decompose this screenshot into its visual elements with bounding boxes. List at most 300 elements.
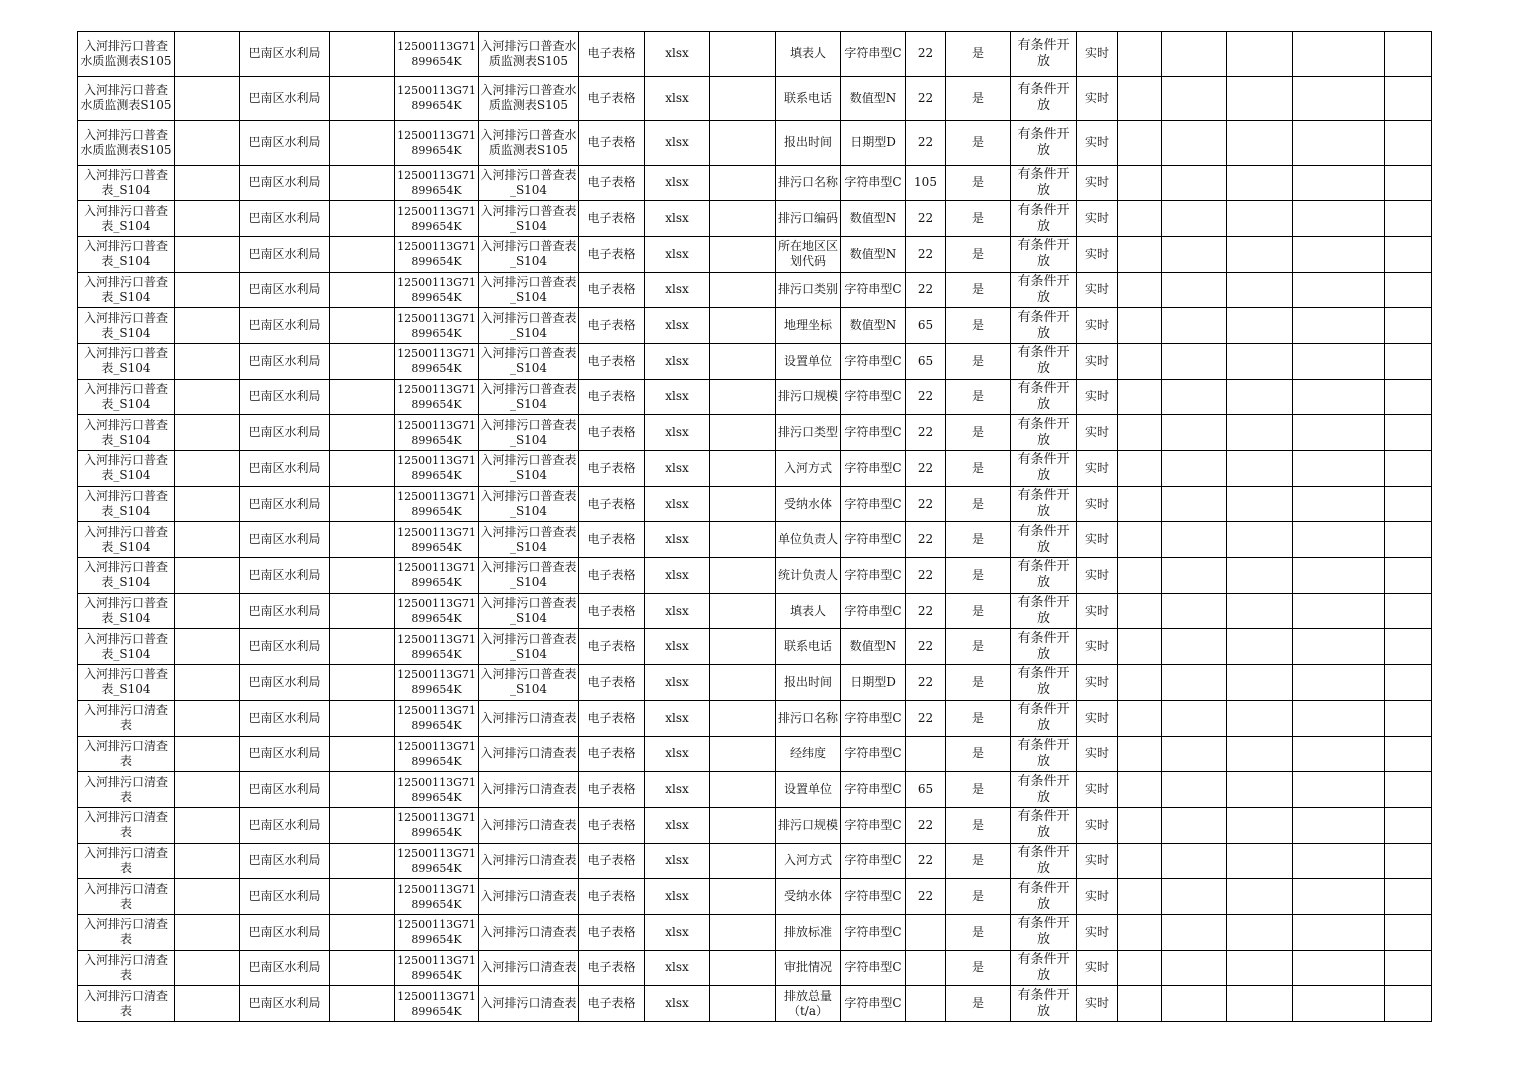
cell-empty bbox=[330, 843, 395, 879]
cell-empty bbox=[1385, 121, 1432, 166]
cell-format bbox=[579, 593, 645, 629]
cell-extension-text: xlsx bbox=[665, 996, 689, 1011]
cell-data-type bbox=[841, 914, 906, 950]
cell-format bbox=[579, 950, 645, 986]
cell-empty bbox=[1162, 522, 1227, 558]
cell-empty bbox=[175, 950, 240, 986]
cell-update-frequency-text: 实时 bbox=[1084, 460, 1109, 475]
cell-open-type bbox=[1011, 986, 1077, 1022]
cell-empty bbox=[1118, 379, 1162, 415]
cell-extension-text: xlsx bbox=[665, 853, 689, 868]
cell-empty bbox=[175, 379, 240, 415]
cell-update-frequency bbox=[1077, 772, 1118, 808]
cell-length bbox=[906, 986, 946, 1022]
cell-data-type-text: 数值型N bbox=[849, 318, 897, 333]
cell-org-code-text: 12500113G71899654K bbox=[397, 882, 476, 911]
cell-format bbox=[579, 76, 645, 121]
cell-department-text: 巴南区水利局 bbox=[248, 175, 321, 190]
cell-open-type-text: 有条件开放 bbox=[1017, 166, 1070, 198]
cell-extension-text: xlsx bbox=[665, 674, 689, 689]
cell-org-code-text: 12500113G71899654K bbox=[397, 525, 476, 554]
cell-shared-text: 是 bbox=[971, 674, 984, 689]
cell-length bbox=[906, 343, 946, 379]
cell-empty bbox=[1293, 415, 1385, 451]
cell-empty bbox=[1293, 451, 1385, 487]
cell-table-name-text: 入河排污口清查表 bbox=[83, 988, 168, 1018]
cell-department-text: 巴南区水利局 bbox=[248, 135, 321, 150]
cell-extension-text: xlsx bbox=[665, 639, 689, 654]
cell-empty bbox=[1118, 32, 1162, 77]
cell-table-name-text: 入河排污口普查水质监测表S105 bbox=[80, 127, 172, 157]
cell-resource-name bbox=[479, 343, 579, 379]
cell-empty bbox=[1118, 451, 1162, 487]
cell-empty bbox=[1162, 843, 1227, 879]
cell-open-type bbox=[1011, 415, 1077, 451]
table-row bbox=[78, 665, 1432, 701]
cell-length bbox=[906, 843, 946, 879]
cell-org-code bbox=[395, 272, 479, 308]
cell-empty bbox=[1227, 807, 1293, 843]
cell-open-type bbox=[1011, 593, 1077, 629]
cell-empty bbox=[1118, 879, 1162, 915]
cell-format-text: 电子表格 bbox=[587, 782, 636, 797]
cell-empty bbox=[1227, 522, 1293, 558]
cell-format-text: 电子表格 bbox=[587, 532, 636, 547]
cell-extension bbox=[645, 121, 710, 166]
cell-extension-text: xlsx bbox=[665, 90, 689, 105]
cell-org-code-text: 12500113G71899654K bbox=[397, 597, 476, 626]
cell-empty bbox=[1118, 415, 1162, 451]
cell-resource-name bbox=[479, 121, 579, 166]
cell-data-type-text: 字符串型C bbox=[844, 996, 902, 1011]
cell-extension bbox=[645, 879, 710, 915]
cell-empty bbox=[175, 593, 240, 629]
cell-open-type-text: 有条件开放 bbox=[1017, 238, 1070, 270]
cell-update-frequency bbox=[1077, 522, 1118, 558]
cell-empty bbox=[1227, 736, 1293, 772]
cell-department bbox=[240, 700, 330, 736]
cell-format bbox=[579, 665, 645, 701]
cell-shared bbox=[946, 593, 1011, 629]
cell-department bbox=[240, 522, 330, 558]
cell-update-frequency bbox=[1077, 558, 1118, 594]
cell-resource-name bbox=[479, 76, 579, 121]
cell-department bbox=[240, 986, 330, 1022]
cell-empty bbox=[330, 558, 395, 594]
cell-open-type-text: 有条件开放 bbox=[1017, 126, 1070, 158]
cell-empty bbox=[1162, 165, 1227, 201]
cell-data-type bbox=[841, 522, 906, 558]
cell-data-type-text: 字符串型C bbox=[844, 603, 902, 618]
cell-org-code bbox=[395, 736, 479, 772]
cell-shared bbox=[946, 914, 1011, 950]
cell-update-frequency-text: 实时 bbox=[1084, 817, 1109, 832]
cell-field-name bbox=[776, 486, 841, 522]
cell-shared-text: 是 bbox=[971, 889, 984, 904]
cell-length-text: 22 bbox=[917, 603, 934, 618]
cell-data-type-text: 日期型D bbox=[850, 674, 896, 689]
table-row bbox=[78, 165, 1432, 201]
cell-field-name-text: 联系电话 bbox=[783, 90, 832, 105]
cell-empty bbox=[1385, 772, 1432, 808]
cell-open-type-text: 有条件开放 bbox=[1017, 951, 1070, 983]
cell-org-code bbox=[395, 32, 479, 77]
cell-shared-text: 是 bbox=[971, 46, 984, 61]
cell-extension bbox=[645, 522, 710, 558]
cell-field-name bbox=[776, 451, 841, 487]
cell-format-text: 电子表格 bbox=[587, 425, 636, 440]
cell-update-frequency bbox=[1077, 914, 1118, 950]
cell-data-type bbox=[841, 486, 906, 522]
cell-empty bbox=[1118, 593, 1162, 629]
cell-update-frequency bbox=[1077, 879, 1118, 915]
table-row bbox=[78, 914, 1432, 950]
cell-field-name bbox=[776, 950, 841, 986]
cell-org-code bbox=[395, 165, 479, 201]
table-row bbox=[78, 879, 1432, 915]
cell-empty bbox=[1293, 736, 1385, 772]
cell-department bbox=[240, 201, 330, 237]
cell-empty bbox=[1227, 201, 1293, 237]
cell-open-type-text: 有条件开放 bbox=[1017, 880, 1070, 912]
cell-field-name bbox=[776, 843, 841, 879]
cell-update-frequency bbox=[1077, 843, 1118, 879]
cell-format-text: 电子表格 bbox=[587, 282, 636, 297]
cell-empty bbox=[1385, 629, 1432, 665]
cell-shared bbox=[946, 415, 1011, 451]
cell-update-frequency-text: 实时 bbox=[1084, 853, 1109, 868]
cell-shared-text: 是 bbox=[971, 710, 984, 725]
cell-update-frequency-text: 实时 bbox=[1084, 246, 1109, 261]
cell-field-name bbox=[776, 308, 841, 344]
cell-table-name bbox=[78, 165, 175, 201]
table-row bbox=[78, 843, 1432, 879]
cell-extension-text: xlsx bbox=[665, 710, 689, 725]
cell-extension bbox=[645, 343, 710, 379]
cell-department-text: 巴南区水利局 bbox=[248, 353, 321, 368]
cell-department-text: 巴南区水利局 bbox=[248, 639, 321, 654]
cell-field-name bbox=[776, 772, 841, 808]
cell-table-name bbox=[78, 950, 175, 986]
cell-empty bbox=[1227, 593, 1293, 629]
cell-field-name-text: 设置单位 bbox=[783, 353, 832, 368]
cell-data-type bbox=[841, 807, 906, 843]
cell-empty bbox=[710, 736, 776, 772]
cell-length bbox=[906, 879, 946, 915]
cell-department bbox=[240, 308, 330, 344]
cell-resource-name-text: 入河排污口普查水质监测表S105 bbox=[480, 83, 577, 113]
cell-length-text: 22 bbox=[917, 135, 934, 150]
table-row bbox=[78, 415, 1432, 451]
cell-length bbox=[906, 629, 946, 665]
cell-empty bbox=[1293, 950, 1385, 986]
cell-extension bbox=[645, 772, 710, 808]
cell-empty bbox=[1118, 343, 1162, 379]
cell-update-frequency bbox=[1077, 451, 1118, 487]
cell-org-code bbox=[395, 308, 479, 344]
cell-shared bbox=[946, 986, 1011, 1022]
cell-table-name bbox=[78, 236, 175, 272]
cell-department bbox=[240, 665, 330, 701]
cell-empty bbox=[175, 415, 240, 451]
cell-update-frequency bbox=[1077, 629, 1118, 665]
cell-table-name-text: 入河排污口普查表_S104 bbox=[83, 417, 168, 447]
cell-format-text: 电子表格 bbox=[587, 460, 636, 475]
cell-department-text: 巴南区水利局 bbox=[248, 567, 321, 582]
cell-shared bbox=[946, 700, 1011, 736]
cell-department-text: 巴南区水利局 bbox=[248, 782, 321, 797]
cell-empty bbox=[1118, 986, 1162, 1022]
cell-empty bbox=[1162, 665, 1227, 701]
cell-department-text: 巴南区水利局 bbox=[248, 389, 321, 404]
cell-empty bbox=[1162, 201, 1227, 237]
table-row bbox=[78, 807, 1432, 843]
cell-empty bbox=[1385, 236, 1432, 272]
cell-org-code-text: 12500113G71899654K bbox=[397, 39, 476, 68]
cell-format-text: 电子表格 bbox=[587, 603, 636, 618]
cell-open-type-text: 有条件开放 bbox=[1017, 737, 1070, 769]
cell-table-name bbox=[78, 76, 175, 121]
cell-department-text: 巴南区水利局 bbox=[248, 211, 321, 226]
cell-org-code bbox=[395, 807, 479, 843]
cell-department-text: 巴南区水利局 bbox=[248, 710, 321, 725]
cell-shared bbox=[946, 32, 1011, 77]
cell-length-text: 22 bbox=[917, 496, 934, 511]
cell-data-type bbox=[841, 700, 906, 736]
cell-empty bbox=[175, 522, 240, 558]
cell-extension bbox=[645, 236, 710, 272]
cell-extension-text: xlsx bbox=[665, 135, 689, 150]
cell-empty bbox=[1118, 736, 1162, 772]
cell-field-name-text: 排污口类型 bbox=[777, 425, 838, 440]
cell-shared-text: 是 bbox=[971, 282, 984, 297]
cell-length-text: 22 bbox=[917, 282, 934, 297]
cell-org-code-text: 12500113G71899654K bbox=[397, 418, 476, 447]
cell-extension bbox=[645, 272, 710, 308]
cell-empty bbox=[175, 700, 240, 736]
cell-shared bbox=[946, 165, 1011, 201]
cell-data-type bbox=[841, 736, 906, 772]
cell-empty bbox=[330, 807, 395, 843]
cell-open-type bbox=[1011, 950, 1077, 986]
cell-empty bbox=[1293, 772, 1385, 808]
cell-format bbox=[579, 914, 645, 950]
cell-update-frequency bbox=[1077, 32, 1118, 77]
cell-open-type bbox=[1011, 700, 1077, 736]
cell-resource-name-text: 入河排污口清查表 bbox=[480, 853, 577, 868]
cell-data-type-text: 字符串型C bbox=[844, 353, 902, 368]
cell-org-code-text: 12500113G71899654K bbox=[397, 128, 476, 157]
cell-extension bbox=[645, 629, 710, 665]
cell-empty bbox=[1293, 593, 1385, 629]
cell-data-type-text: 日期型D bbox=[850, 135, 896, 150]
cell-length-text: 105 bbox=[914, 175, 937, 190]
table-row bbox=[78, 593, 1432, 629]
cell-department-text: 巴南区水利局 bbox=[248, 282, 321, 297]
cell-empty bbox=[1385, 700, 1432, 736]
cell-extension bbox=[645, 700, 710, 736]
cell-field-name-text: 报出时间 bbox=[783, 674, 832, 689]
cell-empty bbox=[1385, 32, 1432, 77]
cell-field-name bbox=[776, 272, 841, 308]
cell-shared-text: 是 bbox=[971, 639, 984, 654]
cell-empty bbox=[175, 236, 240, 272]
cell-field-name bbox=[776, 807, 841, 843]
cell-format-text: 电子表格 bbox=[587, 46, 636, 61]
cell-data-type-text: 字符串型C bbox=[844, 46, 902, 61]
cell-empty bbox=[1118, 772, 1162, 808]
cell-org-code-text: 12500113G71899654K bbox=[397, 668, 476, 697]
cell-extension bbox=[645, 807, 710, 843]
cell-department bbox=[240, 486, 330, 522]
cell-field-name-text: 填表人 bbox=[789, 46, 826, 61]
cell-extension bbox=[645, 593, 710, 629]
cell-extension bbox=[645, 914, 710, 950]
cell-length-text: 22 bbox=[917, 46, 934, 61]
cell-data-type-text: 字符串型C bbox=[844, 496, 902, 511]
cell-empty bbox=[1293, 914, 1385, 950]
cell-table-name bbox=[78, 736, 175, 772]
cell-org-code bbox=[395, 986, 479, 1022]
cell-empty bbox=[1385, 807, 1432, 843]
cell-open-type-text: 有条件开放 bbox=[1017, 773, 1070, 805]
table-row bbox=[78, 986, 1432, 1022]
cell-org-code-text: 12500113G71899654K bbox=[397, 347, 476, 376]
cell-shared bbox=[946, 558, 1011, 594]
cell-shared-text: 是 bbox=[971, 353, 984, 368]
cell-empty bbox=[710, 201, 776, 237]
cell-length-text: 65 bbox=[917, 318, 934, 333]
cell-org-code bbox=[395, 343, 479, 379]
cell-empty bbox=[710, 843, 776, 879]
cell-empty bbox=[1385, 843, 1432, 879]
cell-shared bbox=[946, 736, 1011, 772]
cell-empty bbox=[1385, 879, 1432, 915]
cell-resource-name-text: 入河排污口清查表 bbox=[480, 960, 577, 975]
cell-length bbox=[906, 236, 946, 272]
cell-shared-text: 是 bbox=[971, 782, 984, 797]
cell-update-frequency-text: 实时 bbox=[1084, 353, 1109, 368]
cell-shared bbox=[946, 843, 1011, 879]
cell-empty bbox=[1118, 807, 1162, 843]
cell-length bbox=[906, 415, 946, 451]
cell-empty bbox=[1227, 272, 1293, 308]
cell-format bbox=[579, 807, 645, 843]
table-row bbox=[78, 236, 1432, 272]
cell-data-type bbox=[841, 236, 906, 272]
cell-empty bbox=[175, 843, 240, 879]
cell-empty bbox=[710, 308, 776, 344]
cell-format-text: 电子表格 bbox=[587, 746, 636, 761]
cell-update-frequency-text: 实时 bbox=[1084, 46, 1109, 61]
cell-extension-text: xlsx bbox=[665, 175, 689, 190]
cell-field-name bbox=[776, 593, 841, 629]
cell-table-name-text: 入河排污口清查表 bbox=[83, 810, 168, 840]
cell-data-type-text: 数值型N bbox=[849, 211, 897, 226]
cell-shared-text: 是 bbox=[971, 318, 984, 333]
cell-org-code bbox=[395, 379, 479, 415]
cell-empty bbox=[710, 558, 776, 594]
cell-empty bbox=[1162, 308, 1227, 344]
cell-resource-name bbox=[479, 950, 579, 986]
cell-empty bbox=[1162, 950, 1227, 986]
cell-empty bbox=[1385, 343, 1432, 379]
cell-org-code bbox=[395, 522, 479, 558]
cell-field-name-text: 经纬度 bbox=[789, 746, 826, 761]
cell-empty bbox=[710, 165, 776, 201]
cell-empty bbox=[1118, 843, 1162, 879]
cell-update-frequency bbox=[1077, 121, 1118, 166]
cell-shared bbox=[946, 807, 1011, 843]
cell-org-code bbox=[395, 201, 479, 237]
cell-resource-name bbox=[479, 415, 579, 451]
table-row bbox=[78, 558, 1432, 594]
cell-resource-name-text: 入河排污口普查表_S104 bbox=[480, 381, 577, 411]
cell-empty bbox=[175, 32, 240, 77]
cell-open-type-text: 有条件开放 bbox=[1017, 380, 1070, 412]
cell-resource-name bbox=[479, 308, 579, 344]
cell-resource-name-text: 入河排污口清查表 bbox=[480, 817, 577, 832]
cell-update-frequency bbox=[1077, 272, 1118, 308]
cell-empty bbox=[1118, 700, 1162, 736]
cell-empty bbox=[710, 700, 776, 736]
cell-empty bbox=[175, 272, 240, 308]
cell-resource-name bbox=[479, 665, 579, 701]
cell-open-type-text: 有条件开放 bbox=[1017, 202, 1070, 234]
cell-empty bbox=[1118, 629, 1162, 665]
cell-open-type-text: 有条件开放 bbox=[1017, 844, 1070, 876]
cell-field-name-text: 审批情况 bbox=[783, 960, 832, 975]
cell-shared-text: 是 bbox=[971, 567, 984, 582]
cell-resource-name-text: 入河排污口清查表 bbox=[480, 889, 577, 904]
cell-format bbox=[579, 522, 645, 558]
cell-update-frequency-text: 实时 bbox=[1084, 425, 1109, 440]
cell-extension-text: xlsx bbox=[665, 389, 689, 404]
cell-resource-name-text: 入河排污口普查表_S104 bbox=[480, 596, 577, 626]
cell-empty bbox=[175, 201, 240, 237]
cell-empty bbox=[1162, 914, 1227, 950]
cell-update-frequency-text: 实时 bbox=[1084, 639, 1109, 654]
cell-empty bbox=[1385, 736, 1432, 772]
cell-department-text: 巴南区水利局 bbox=[248, 674, 321, 689]
cell-empty bbox=[1227, 32, 1293, 77]
cell-resource-name bbox=[479, 558, 579, 594]
cell-field-name-text: 排放总量（t/a） bbox=[783, 988, 832, 1018]
cell-length-text: 22 bbox=[917, 246, 934, 261]
cell-empty bbox=[710, 914, 776, 950]
cell-resource-name bbox=[479, 593, 579, 629]
cell-department bbox=[240, 121, 330, 166]
cell-open-type-text: 有条件开放 bbox=[1017, 916, 1070, 948]
cell-update-frequency-text: 实时 bbox=[1084, 710, 1109, 725]
cell-open-type-text: 有条件开放 bbox=[1017, 82, 1070, 114]
cell-shared-text: 是 bbox=[971, 460, 984, 475]
cell-department bbox=[240, 236, 330, 272]
cell-data-type bbox=[841, 843, 906, 879]
cell-empty bbox=[175, 736, 240, 772]
cell-open-type bbox=[1011, 843, 1077, 879]
cell-empty bbox=[330, 879, 395, 915]
cell-extension-text: xlsx bbox=[665, 353, 689, 368]
cell-department bbox=[240, 736, 330, 772]
cell-empty bbox=[330, 772, 395, 808]
cell-org-code bbox=[395, 950, 479, 986]
cell-length bbox=[906, 558, 946, 594]
cell-empty bbox=[330, 486, 395, 522]
cell-shared bbox=[946, 486, 1011, 522]
cell-empty bbox=[1385, 593, 1432, 629]
cell-format-text: 电子表格 bbox=[587, 567, 636, 582]
